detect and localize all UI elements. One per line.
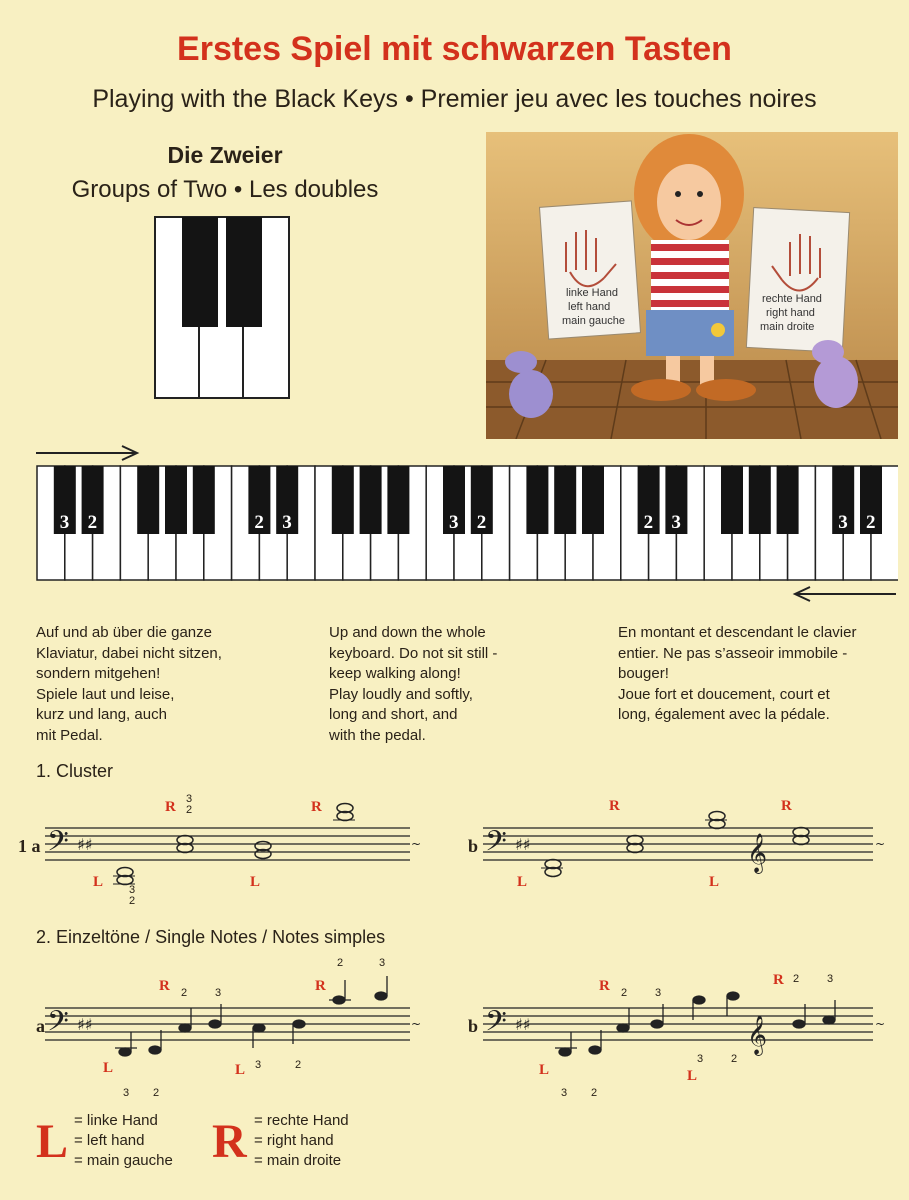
section-1-title: 1. Cluster <box>36 761 114 781</box>
finger-number: 2 <box>186 804 193 816</box>
left-hand-marker: L <box>103 1060 114 1076</box>
exercise-1a-marker: 1 a <box>18 836 41 856</box>
instruction-line: with the pedal. <box>329 726 426 744</box>
finger-number: 3 <box>129 884 136 896</box>
full-keyboard-diagram <box>36 465 898 581</box>
legend-line: = main gauche <box>74 1152 173 1169</box>
finger-number: 3 <box>827 973 834 985</box>
instruction-line: Klaviatur, dabei nicht sitzen, <box>36 644 222 662</box>
left-sign-line-3: main gauche <box>562 315 625 327</box>
instruction-line: Play loudly and softly, <box>329 685 473 703</box>
legend-right-letter: R <box>212 1115 247 1168</box>
note-head <box>589 1046 601 1054</box>
left-hand-marker: L <box>687 1068 698 1084</box>
instructions-french <box>618 623 856 726</box>
right-sign-line-1: rechte Hand <box>762 293 822 305</box>
group-subheading: Groups of Two • Les doubles <box>71 176 379 203</box>
bass-clef-icon: 𝄢 <box>47 825 69 865</box>
right-hand-marker: R <box>315 978 326 994</box>
black-key-finger-label: 3 <box>282 512 292 533</box>
black-key-finger-label: 2 <box>476 512 487 533</box>
staff-1a <box>45 780 435 920</box>
finger-number: 3 <box>186 793 193 805</box>
black-key <box>777 466 799 534</box>
note-head <box>149 1046 161 1054</box>
staff-2b <box>483 950 893 1100</box>
exercise-1b-marker: b <box>468 836 479 856</box>
wavy-line-icon: ~ <box>875 1017 886 1031</box>
note-head <box>179 1024 191 1032</box>
finger-number: 2 <box>129 895 136 907</box>
note-head <box>375 992 387 1000</box>
black-key <box>332 466 354 534</box>
black-key <box>721 466 743 534</box>
illustration-child-with-hand-signs <box>486 132 898 439</box>
legend-line: = linke Hand <box>74 1112 158 1129</box>
note-head <box>823 1016 835 1024</box>
black-key-finger-label: 3 <box>449 512 459 533</box>
instruction-line: Joue fort et doucement, court et <box>618 685 830 703</box>
finger-number: 3 <box>561 1087 568 1099</box>
note-head <box>559 1048 571 1056</box>
instruction-line: kurz und lang, auch <box>36 706 167 723</box>
black-key <box>165 466 187 534</box>
note-head <box>119 1048 131 1056</box>
black-key <box>182 217 218 327</box>
right-hand-marker: R <box>599 978 610 994</box>
page-title: Erstes Spiel mit schwarzen Tasten <box>177 30 732 68</box>
left-hand-marker: L <box>93 874 104 890</box>
right-arrow-icon <box>36 443 140 463</box>
note-head <box>693 996 705 1004</box>
black-key-finger-label: 2 <box>866 512 876 533</box>
instruction-line: sondern mitgehen! <box>36 665 161 682</box>
right-hand-marker: R <box>773 972 784 988</box>
black-key-finger-label: 3 <box>838 512 848 533</box>
instruction-line: Up and down the whole <box>329 624 486 641</box>
instruction-line: long and short, and <box>329 706 458 723</box>
finger-number: 3 <box>123 1087 130 1099</box>
right-hand-marker: R <box>311 799 322 815</box>
black-key-finger-label: 2 <box>87 512 98 533</box>
legend-line: = left hand <box>74 1132 145 1149</box>
bass-clef-icon: 𝄢 <box>485 825 507 865</box>
sharp-icon: ♯♯ <box>77 1015 93 1034</box>
finger-number: 2 <box>153 1087 160 1099</box>
black-key-finger-label: 3 <box>671 512 681 533</box>
sharp-icon: ♯♯ <box>77 835 93 854</box>
instruction-line: entier. Ne pas s’asseoir immobile - <box>618 644 848 662</box>
finger-number: 3 <box>655 987 662 999</box>
legend-line: = right hand <box>254 1132 334 1149</box>
note-head <box>793 1020 805 1028</box>
note-head <box>333 996 345 1004</box>
left-sign-line-1: linke Hand <box>566 287 618 299</box>
black-key <box>226 217 262 327</box>
instruction-line: keyboard. Do not sit still - <box>329 644 498 662</box>
page-subtitle: Playing with the Black Keys • Premier jeu avec les touches noires <box>92 85 817 113</box>
right-hand-marker: R <box>159 978 170 994</box>
finger-number: 3 <box>379 957 386 969</box>
black-key <box>387 466 409 534</box>
wavy-line-icon: ~ <box>875 837 886 851</box>
black-key-finger-label: 3 <box>59 512 70 533</box>
bass-clef-icon: 𝄢 <box>485 1005 507 1045</box>
wavy-line-icon: ~ <box>411 1017 422 1031</box>
note-head <box>617 1024 629 1032</box>
bass-clef-icon: 𝄢 <box>47 1005 69 1045</box>
legend-left-letter: L <box>36 1115 69 1168</box>
finger-number: 2 <box>591 1087 598 1099</box>
instruction-line: Auf und ab über die ganze <box>36 624 212 641</box>
black-key-finger-label: 2 <box>254 512 264 533</box>
sharp-icon: ♯♯ <box>515 835 531 854</box>
right-hand-marker: R <box>781 798 792 814</box>
right-hand-marker: R <box>609 798 620 814</box>
staff-2a <box>45 950 435 1100</box>
finger-number: 3 <box>215 987 222 999</box>
left-sign-line-2: left hand <box>568 301 611 313</box>
finger-number: 2 <box>181 987 188 999</box>
right-hand-marker: R <box>165 799 176 815</box>
black-key <box>582 466 604 534</box>
black-key <box>193 466 215 534</box>
creature-right <box>814 356 858 408</box>
finger-number: 2 <box>793 973 800 985</box>
section-2-title: 2. Einzeltöne / Single Notes / Notes simples <box>36 927 386 947</box>
group-heading: Die Zweier <box>167 142 283 168</box>
legend-right-text <box>254 1111 349 1171</box>
instruction-line: bouger! <box>618 665 669 682</box>
exercise-2a-marker: a <box>36 1016 45 1036</box>
right-sign-line-2: right hand <box>766 307 815 319</box>
instructions-english <box>329 623 497 746</box>
staff-1b <box>483 780 893 920</box>
note-head <box>651 1020 663 1028</box>
instruction-line: long, également avec la pédale. <box>618 706 830 723</box>
wavy-line-icon: ~ <box>411 837 422 851</box>
treble-clef-icon: 𝄞 <box>747 833 768 873</box>
black-key <box>749 466 771 534</box>
note-head <box>727 992 739 1000</box>
left-hand-marker: L <box>517 874 528 890</box>
black-key <box>554 466 576 534</box>
instructions-german <box>36 623 222 746</box>
note-head <box>209 1020 221 1028</box>
black-key <box>137 466 159 534</box>
left-hand-marker: L <box>250 874 261 890</box>
left-hand-marker: L <box>235 1062 246 1078</box>
right-sign-line-3: main droite <box>760 321 815 333</box>
finger-number: 2 <box>337 957 344 969</box>
finger-number: 3 <box>697 1053 704 1065</box>
legend-line: = rechte Hand <box>254 1112 349 1129</box>
left-arrow-icon <box>792 584 896 604</box>
note-head <box>293 1020 305 1028</box>
left-hand-marker: L <box>539 1062 550 1078</box>
instruction-line: mit Pedal. <box>36 726 103 744</box>
finger-number: 3 <box>255 1059 262 1071</box>
finger-number: 2 <box>295 1059 302 1071</box>
treble-clef-icon: 𝄞 <box>747 1015 768 1055</box>
creature-left <box>509 370 553 418</box>
instruction-line: En montant et descendant le clavier <box>618 624 857 641</box>
sharp-icon: ♯♯ <box>515 1015 531 1034</box>
black-key-finger-label: 2 <box>643 512 654 533</box>
black-key <box>360 466 382 534</box>
small-keyboard-diagram <box>154 216 292 400</box>
instruction-line: Spiele laut und leise, <box>36 685 175 703</box>
left-hand-marker: L <box>709 874 720 890</box>
finger-number: 2 <box>621 987 628 999</box>
instruction-line: keep walking along! <box>329 665 461 682</box>
legend-line: = main droite <box>254 1152 342 1169</box>
legend-left-text <box>74 1111 173 1171</box>
finger-number: 2 <box>731 1053 738 1065</box>
black-key <box>526 466 548 534</box>
note-head <box>253 1024 265 1032</box>
exercise-2b-marker: b <box>468 1016 479 1036</box>
